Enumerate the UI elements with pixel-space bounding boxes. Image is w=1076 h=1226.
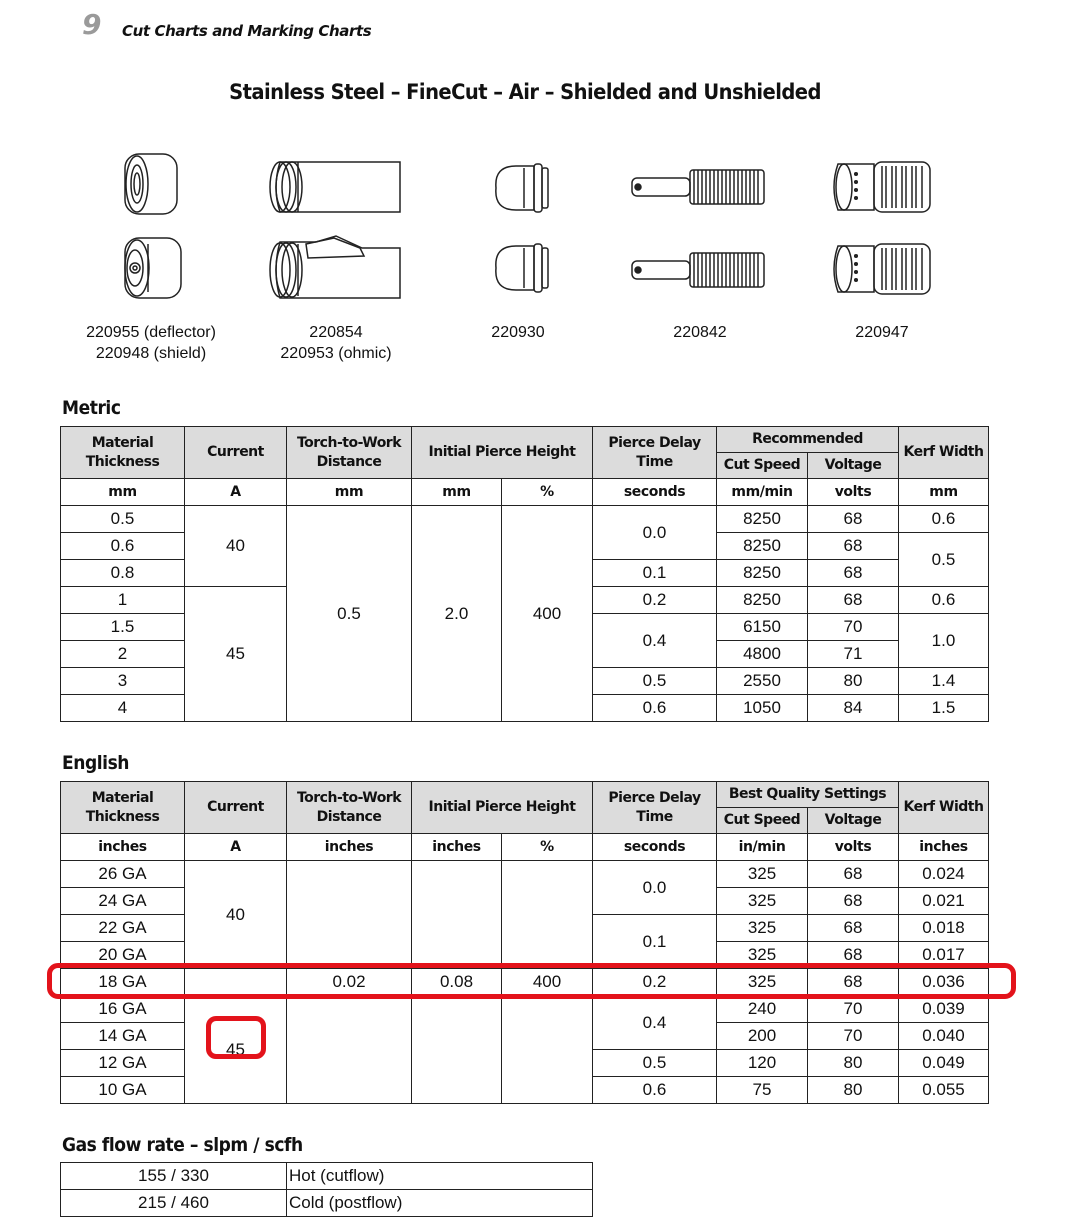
col-cut-speed: Cut Speed	[717, 453, 808, 479]
gas-label-cell: Cold (postflow)	[287, 1190, 593, 1217]
pierce-height-pct-cell: 400	[502, 969, 593, 996]
voltage-cell: 68	[808, 506, 899, 533]
part-number: 220955 (deflector)	[86, 324, 216, 341]
gas-label-cell: Hot (cutflow)	[287, 1163, 593, 1190]
unit: inches	[61, 834, 185, 861]
part-number: 220953 (ohmic)	[280, 345, 392, 362]
electrode-icon	[600, 140, 800, 310]
thickness-cell: 1	[61, 587, 185, 614]
thickness-cell: 3	[61, 668, 185, 695]
unit: %	[502, 834, 593, 861]
thickness-cell: 4	[61, 695, 185, 722]
current-cell: 45	[185, 996, 287, 1104]
thickness-cell: 0.6	[61, 533, 185, 560]
kerf-cell: 0.049	[899, 1050, 989, 1077]
unit: inches	[412, 834, 502, 861]
part-deflector-shield	[51, 140, 251, 310]
unit: seconds	[593, 834, 717, 861]
col-material-thickness: Material Thickness	[61, 782, 185, 834]
col-current: Current	[185, 427, 287, 479]
gas-flow-table	[60, 1162, 593, 1217]
consumable-parts	[0, 140, 1076, 370]
empty-cell	[412, 861, 502, 969]
cut-speed-cell: 325	[717, 888, 808, 915]
part-number: 220930	[491, 324, 545, 341]
unit: in/min	[717, 834, 808, 861]
nozzle-icon	[236, 140, 436, 310]
gas-section-title: Gas flow rate – slpm / scfh	[62, 1134, 303, 1156]
col-torch-to-work	[287, 427, 412, 479]
col-initial-pierce-height: Initial Pierce Height	[412, 427, 593, 479]
kerf-cell: 0.017	[899, 942, 989, 969]
table-row	[61, 506, 989, 533]
unit: A	[185, 834, 287, 861]
voltage-cell: 84	[808, 695, 899, 722]
pierce-delay-cell: 0.4	[593, 614, 717, 668]
pierce-delay-cell: 0.0	[593, 506, 717, 560]
kerf-cell: 0.039	[899, 996, 989, 1023]
pierce-delay-cell: 0.2	[593, 969, 717, 996]
torch-to-work-cell: 0.02	[287, 969, 412, 996]
col-voltage: Voltage	[808, 453, 899, 479]
voltage-cell: 70	[808, 614, 899, 641]
empty-cell	[287, 996, 412, 1104]
cut-speed-cell: 8250	[717, 560, 808, 587]
voltage-cell: 68	[808, 587, 899, 614]
unit: mm	[899, 479, 989, 506]
part-label-4	[600, 322, 800, 343]
cut-speed-cell: 325	[717, 969, 808, 996]
pierce-delay-cell: 0.1	[593, 915, 717, 969]
table-row	[61, 996, 989, 1023]
cut-speed-cell: 2550	[717, 668, 808, 695]
col-current: Current	[185, 782, 287, 834]
cut-speed-cell: 1050	[717, 695, 808, 722]
cut-speed-cell: 325	[717, 942, 808, 969]
kerf-cell: 0.040	[899, 1023, 989, 1050]
cut-speed-cell: 8250	[717, 587, 808, 614]
swirl-ring-icon	[782, 140, 982, 310]
pierce-delay-cell: 0.1	[593, 560, 717, 587]
table-row	[61, 861, 989, 888]
voltage-cell: 80	[808, 1050, 899, 1077]
cut-speed-cell: 200	[717, 1023, 808, 1050]
unit: inches	[899, 834, 989, 861]
part-number: 220948 (shield)	[95, 345, 207, 362]
col-voltage: Voltage	[808, 808, 899, 834]
pierce-delay-cell: 0.6	[593, 695, 717, 722]
col-kerf-width: Kerf Width	[899, 782, 989, 834]
thickness-cell: 10 GA	[61, 1077, 185, 1104]
col-torch-to-work	[287, 782, 412, 834]
pierce-delay-cell: 0.4	[593, 996, 717, 1050]
empty-cell	[412, 996, 502, 1104]
english-cut-chart	[60, 781, 989, 1104]
part-label-2	[236, 322, 436, 364]
part-number: 220842	[673, 324, 727, 341]
chapter-title: Cut Charts and Marking Charts	[122, 22, 372, 40]
unit: mm	[412, 479, 502, 506]
voltage-cell: 80	[808, 1077, 899, 1104]
kerf-cell: 0.021	[899, 888, 989, 915]
part-number: 220854	[309, 324, 363, 341]
unit: volts	[808, 479, 899, 506]
cut-speed-cell: 6150	[717, 614, 808, 641]
cut-speed-cell: 8250	[717, 506, 808, 533]
empty-cell	[502, 996, 593, 1104]
thickness-cell: 0.8	[61, 560, 185, 587]
part-swirl-ring	[782, 140, 982, 310]
cut-speed-cell: 325	[717, 861, 808, 888]
unit: A	[185, 479, 287, 506]
thickness-cell: 12 GA	[61, 1050, 185, 1077]
kerf-cell: 0.6	[899, 587, 989, 614]
gas-rate-cell: 155 / 330	[61, 1163, 287, 1190]
kerf-cell: 0.6	[899, 506, 989, 533]
pierce-height-cell: 2.0	[412, 506, 502, 722]
col-group-recommended: Recommended	[717, 427, 899, 453]
current-cell: 45	[185, 587, 287, 722]
current-cell: 40	[185, 506, 287, 587]
header-line: Torch-to-Work	[296, 434, 402, 451]
table-row	[61, 1163, 593, 1190]
thickness-cell: 16 GA	[61, 996, 185, 1023]
pierce-delay-cell: 0.0	[593, 861, 717, 915]
current-cell: 40	[185, 861, 287, 969]
part-nozzle	[236, 140, 436, 310]
kerf-cell: 1.5	[899, 695, 989, 722]
voltage-cell: 68	[808, 560, 899, 587]
header-line: Distance	[316, 453, 382, 470]
thickness-cell: 18 GA	[61, 969, 185, 996]
thickness-cell: 24 GA	[61, 888, 185, 915]
cut-speed-cell: 75	[717, 1077, 808, 1104]
unit: %	[502, 479, 593, 506]
metric-cut-chart	[60, 426, 989, 722]
col-group-best-quality: Best Quality Settings	[717, 782, 899, 808]
pierce-height-pct-cell: 400	[502, 506, 593, 722]
kerf-cell: 0.5	[899, 533, 989, 587]
kerf-cell: 1.4	[899, 668, 989, 695]
header-line: Distance	[316, 808, 382, 825]
highlight-current-45	[206, 1016, 266, 1059]
col-cut-speed: Cut Speed	[717, 808, 808, 834]
voltage-cell: 71	[808, 641, 899, 668]
voltage-cell: 68	[808, 888, 899, 915]
tip-icon	[418, 140, 618, 310]
gas-rate-cell: 215 / 460	[61, 1190, 287, 1217]
thickness-cell: 1.5	[61, 614, 185, 641]
chapter-number: 9	[82, 8, 102, 41]
header-line: Torch-to-Work	[296, 789, 402, 806]
part-label-3	[418, 322, 618, 343]
cut-speed-cell: 4800	[717, 641, 808, 668]
part-label-1	[51, 322, 251, 364]
thickness-cell: 2	[61, 641, 185, 668]
voltage-cell: 68	[808, 533, 899, 560]
table-row	[61, 1190, 593, 1217]
unit: volts	[808, 834, 899, 861]
pierce-delay-cell: 0.5	[593, 1050, 717, 1077]
empty-cell	[502, 861, 593, 969]
voltage-cell: 68	[808, 915, 899, 942]
empty-cell	[287, 861, 412, 969]
part-electrode	[600, 140, 800, 310]
part-number: 220947	[855, 324, 909, 341]
thickness-cell: 14 GA	[61, 1023, 185, 1050]
thickness-cell: 0.5	[61, 506, 185, 533]
english-section-title: English	[62, 752, 130, 774]
voltage-cell: 68	[808, 942, 899, 969]
page-title: Stainless Steel – FineCut – Air – Shielded and Unshielded	[229, 80, 821, 104]
voltage-cell: 68	[808, 861, 899, 888]
cut-speed-cell: 8250	[717, 533, 808, 560]
pierce-delay-cell: 0.6	[593, 1077, 717, 1104]
part-label-5	[782, 322, 982, 343]
col-pierce-delay-time: Pierce Delay Time	[593, 427, 717, 479]
highlight-row-18ga	[47, 963, 1016, 999]
kerf-cell: 0.018	[899, 915, 989, 942]
voltage-cell: 80	[808, 668, 899, 695]
col-pierce-delay-time: Pierce Delay Time	[593, 782, 717, 834]
unit: mm	[61, 479, 185, 506]
unit: inches	[287, 834, 412, 861]
unit: mm/min	[717, 479, 808, 506]
voltage-cell: 70	[808, 996, 899, 1023]
col-material-thickness: Material Thickness	[61, 427, 185, 479]
kerf-cell: 0.036	[899, 969, 989, 996]
voltage-cell: 70	[808, 1023, 899, 1050]
pierce-height-cell: 0.08	[412, 969, 502, 996]
cut-speed-cell: 240	[717, 996, 808, 1023]
unit: mm	[287, 479, 412, 506]
torch-to-work-cell: 0.5	[287, 506, 412, 722]
pierce-delay-cell: 0.2	[593, 587, 717, 614]
thickness-cell: 26 GA	[61, 861, 185, 888]
kerf-cell: 0.024	[899, 861, 989, 888]
deflector-shield-icon	[51, 140, 251, 310]
cut-speed-cell: 120	[717, 1050, 808, 1077]
col-kerf-width: Kerf Width	[899, 427, 989, 479]
part-tip	[418, 140, 618, 310]
kerf-cell: 0.055	[899, 1077, 989, 1104]
unit: seconds	[593, 479, 717, 506]
col-initial-pierce-height: Initial Pierce Height	[412, 782, 593, 834]
thickness-cell: 20 GA	[61, 942, 185, 969]
metric-section-title: Metric	[62, 397, 121, 419]
cut-speed-cell: 325	[717, 915, 808, 942]
voltage-cell: 68	[808, 969, 899, 996]
thickness-cell: 22 GA	[61, 915, 185, 942]
kerf-cell: 1.0	[899, 614, 989, 668]
pierce-delay-cell: 0.5	[593, 668, 717, 695]
